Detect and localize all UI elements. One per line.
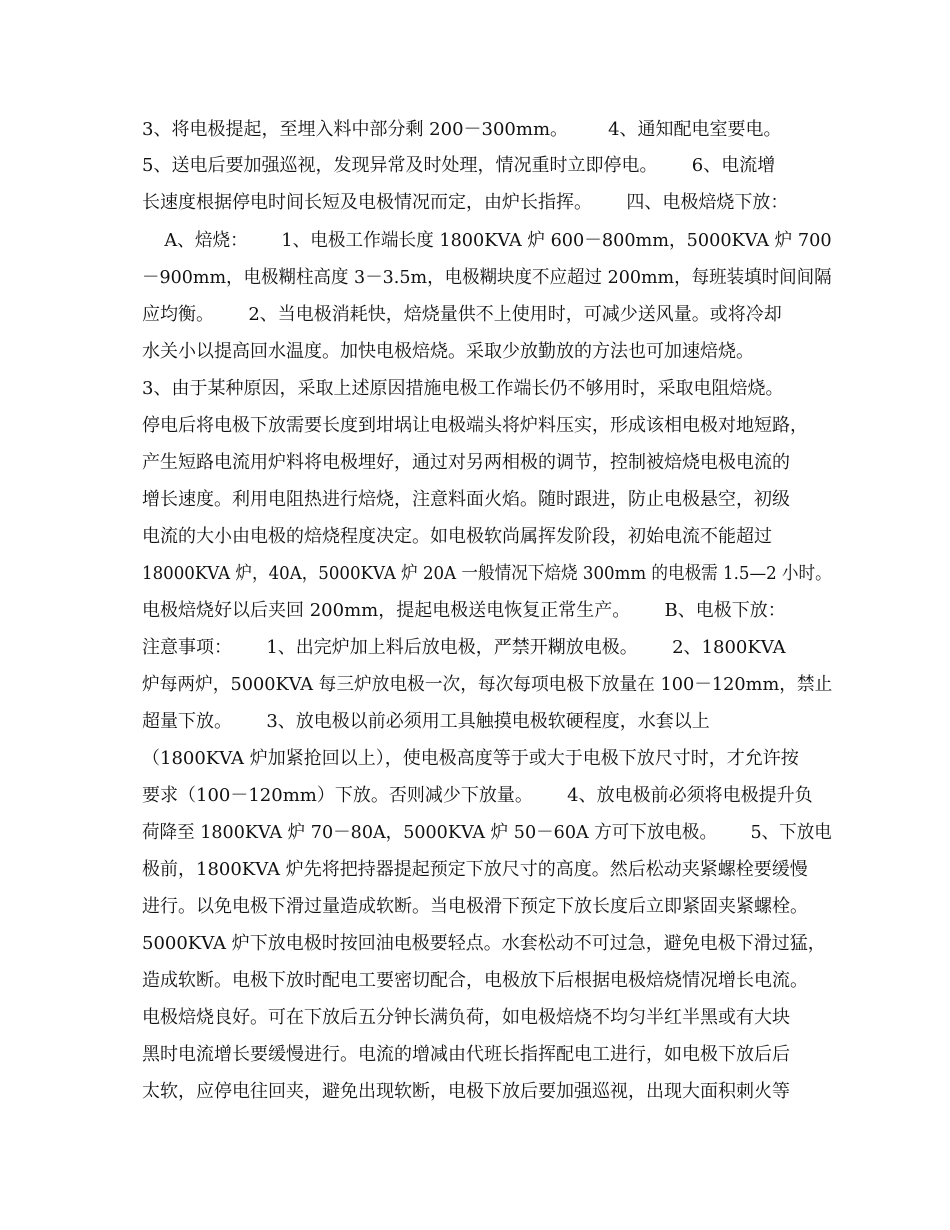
text-line: 极前，1800KVA 炉先将把持器提起预定下放尺寸的高度。然后松动夹紧螺栓要缓慢 xyxy=(142,859,808,880)
text-line: 5000KVA 炉下放电极时按回油电极要轻点。水套松动不可过急，避免电极下滑过猛， xyxy=(142,933,826,954)
text-line: 电极焙烧良好。可在下放后五分钟长满负荷，如电极焙烧不均匀半红半黑或有大块 xyxy=(142,1007,790,1028)
text-line: 5、送电后要加强巡视，发现异常及时处理，情况重时立即停电。 6、电流增 xyxy=(142,155,776,176)
text-line: 产生短路电流用炉料将电极埋好，通过对另两相极的调节，控制被焙烧电极电流的 xyxy=(142,452,790,473)
text-line: 停电后将电极下放需要长度到坩埚让电极端头将炉料压实，形成该相电极对地短路， xyxy=(142,415,808,436)
text-line: 造成软断。电极下放时配电工要密切配合，电极放下后根据电极焙烧情况增长电流。 xyxy=(142,970,808,991)
text-line: 电流的大小由电极的焙烧程度决定。如电极软尚属挥发阶段，初始电流不能超过 xyxy=(142,526,772,547)
text-line: 应均衡。 2、当电极消耗快，焙烧量供不上使用时，可减少送风量。或将冷却 xyxy=(142,304,782,325)
text-line: 超量下放。 3、放电极以前必须用工具触摸电极软硬程度，水套以上 xyxy=(142,711,710,732)
text-line: 荷降至 1800KVA 炉 70－80A，5000KVA 炉 50－60A 方可下放电极。 5、下放电 xyxy=(142,822,832,843)
text-line: 进行。以免电极下滑过量造成软断。当电极滑下预定下放长度后立即紧固夹紧螺栓。 xyxy=(142,896,808,917)
text-line: 长速度根据停电时间长短及电极情况而定，由炉长指挥。 四、电极焙烧下放： xyxy=(142,192,789,213)
text-line: 电极焙烧好以后夹回 200mm，提起电极送电恢复正常生产。 B、电极下放： xyxy=(142,600,786,621)
text-line: A、焙烧： 1、电极工作端长度 1800KVA 炉 600－800mm，5000KVA 炉 700 xyxy=(142,230,832,251)
text-line: 炉每两炉，5000KVA 每三炉放电极一次，每次每项电极下放量在 100－120mm，禁止 xyxy=(142,674,833,695)
text-line: 3、将电极提起，至埋入料中部分剩 200－300mm。 4、通知配电室要电。 xyxy=(142,119,782,140)
text-line: 水关小以提高回水温度。加快电极焙烧。采取少放勤放的方法也可加速焙烧。 xyxy=(142,341,754,362)
text-line: 3、由于某种原因，采取上述原因措施电极工作端长仍不够用时，采取电阻焙烧。 xyxy=(142,378,784,399)
text-line: 要求（100－120mm）下放。否则减少下放量。 4、放电极前必须将电极提升负 xyxy=(142,785,813,806)
text-line: （1800KVA 炉加紧抢回以上），使电极高度等于或大于电极下放尺寸时，才允许按 xyxy=(142,748,799,769)
text-line: 太软，应停电往回夹，避免出现软断，电极下放后要加强巡视，出现大面积刺火等 xyxy=(142,1081,790,1102)
text-line: 18000KVA 炉，40A，5000KVA 炉 20A 一般情况下焙烧 300mm 的电极需 1.5—2 小时。 xyxy=(142,563,832,584)
text-line: 增长速度。利用电阻热进行焙烧，注意料面火焰。随时跟进，防止电极悬空，初级 xyxy=(142,489,790,510)
text-line: 注意事项： 1、出完炉加上料后放电极，严禁开糊放电极。 2、1800KVA xyxy=(142,637,786,658)
text-line: 黑时电流增长要缓慢进行。电流的增减由代班长指挥配电工进行，如电极下放后后 xyxy=(142,1044,790,1065)
text-line: －900mm，电极糊柱高度 3－3.5m，电极糊块度不应超过 200mm，每班装填时间间隔 xyxy=(142,267,832,288)
